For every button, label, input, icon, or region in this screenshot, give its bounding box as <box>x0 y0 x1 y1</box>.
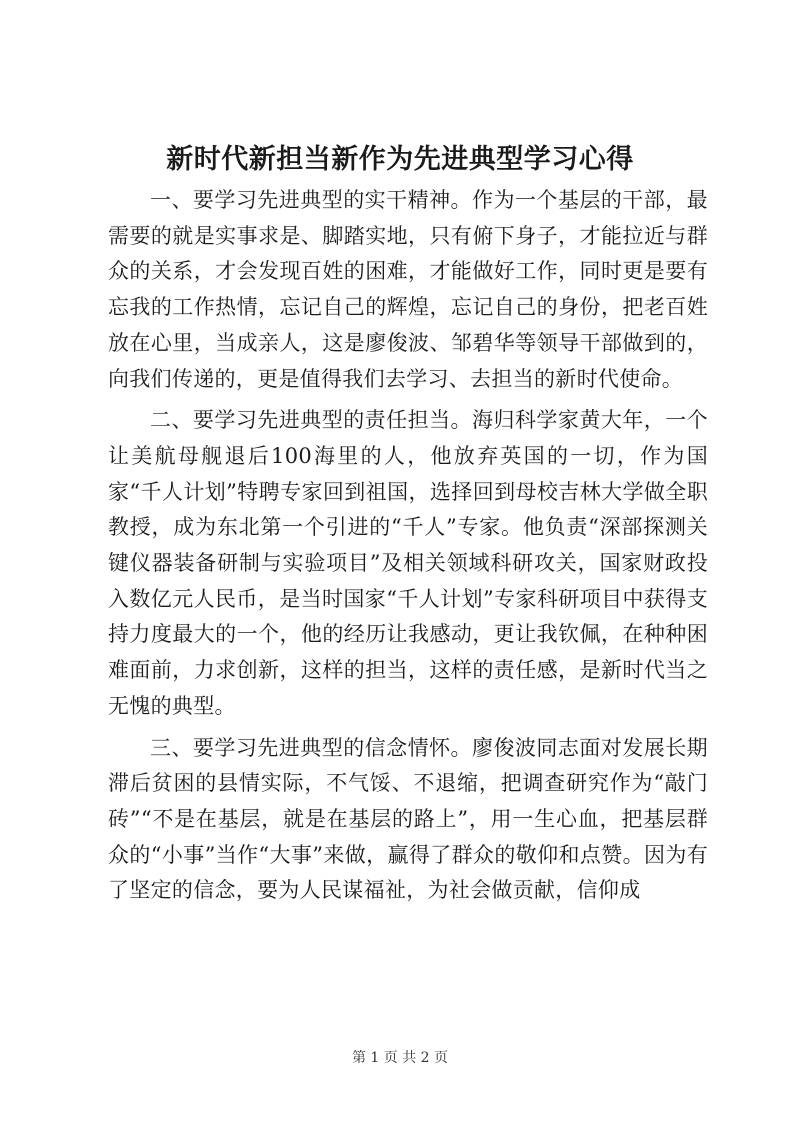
page-footer: 第 1 页 共 2 页 <box>351 1050 449 1066</box>
document-body <box>108 183 708 909</box>
paragraph-2: 二、要学习先进典型的责任担当。海归科学家黄大年，一个让美航母舰退后100海里的人，他放弃英国的一切，作为国家“千人计划”特聘专家回到祖国，选择回到母校吉林大学做全职教授，成为东北第一个引进的“千人”专家。他负责“深部探测关键仪器装备研制与实验项目”及相关领域科研攻关，国家财政投入数亿元人民币，是当时国家“千人计划”专家科研项目中获得支持力度最大的一个，他的经历让我感动，更让我钦佩，在种种困难面前，力求创新，这样的担当，这样的责任感，是新时代当之无愧的典型。 <box>108 408 708 718</box>
paragraph-3: 三、要学习先进典型的信念情怀。廖俊波同志面对发展长期滞后贫困的县情实际，不气馁、不退缩，把调查研究作为“敲门砖”“不是在基层，就是在基层的路上”，用一生心血，把基层群众的“小事”当作“大事”来做，赢得了群众的敬仰和点赞。因为有了坚定的信念，要为人民谋福祉，为社会做贡献，信仰成 <box>108 735 708 903</box>
paragraph-1: 一、要学习先进典型的实干精神。作为一个基层的干部，最需要的就是实事求是、脚踏实地，只有俯下身子，才能拉近与群众的关系，才会发现百姓的困难，才能做好工作，同时更是要有忘我的工作热情，忘记自己的辉煌，忘记自己的身份，把老百姓放在心里，当成亲人，这是廖俊波、邹碧华等领导干部做到的，向我们传递的，更是值得我们去学习、去担当的新时代使命。 <box>108 188 708 391</box>
document-title: 新时代新担当新作为先进典型学习心得 <box>166 144 634 175</box>
